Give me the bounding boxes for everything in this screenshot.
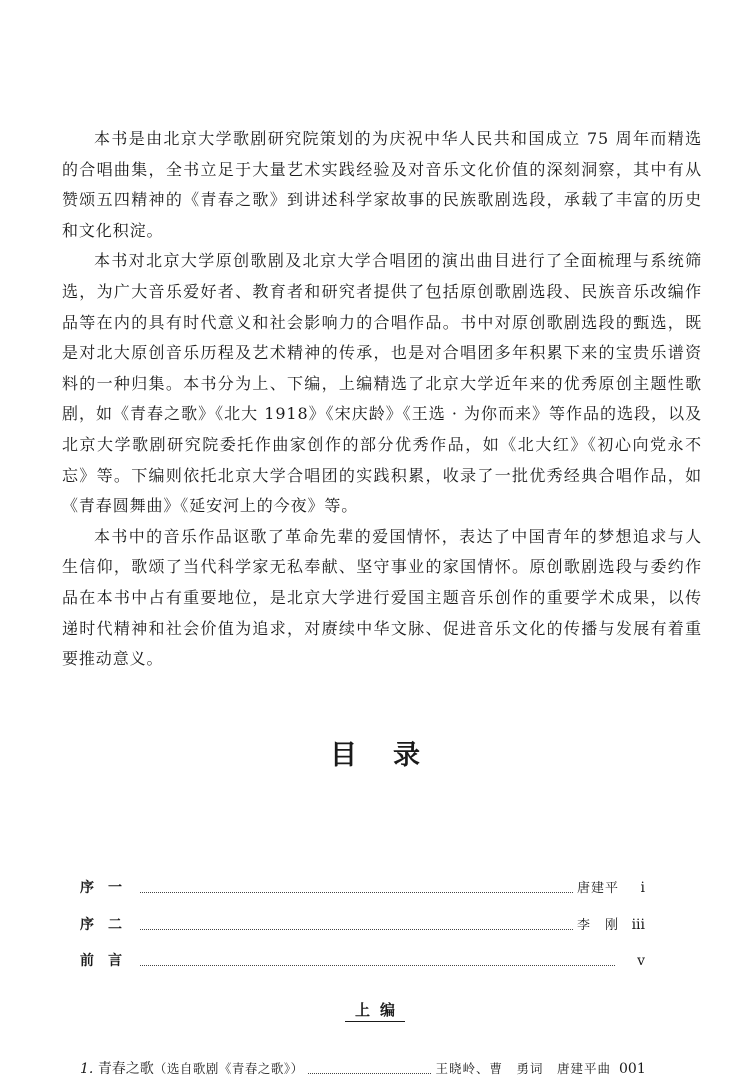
toc-entry[interactable]: [80, 1058, 645, 1078]
leader-dots: [140, 964, 615, 966]
toc-entry-number: 1.: [80, 1061, 94, 1077]
toc-row-label: 序一: [80, 880, 136, 896]
toc-entry-page: 001: [619, 1061, 646, 1077]
section-header-label: 上编: [345, 1001, 405, 1022]
leader-dots: [140, 928, 573, 930]
toc-row-page: v: [637, 953, 645, 969]
toc-row-foreword[interactable]: [80, 950, 645, 970]
section-header-part-1: [0, 999, 750, 1020]
toc-row-page: iii: [631, 917, 645, 933]
toc-title: 目录: [330, 740, 456, 771]
toc-entry-title: [80, 1058, 154, 1078]
toc-row-page: i: [640, 880, 645, 896]
toc-entry-credits: 王晓岭、曹 勇词 唐建平曲: [435, 1061, 611, 1076]
intro-paragraph-3: 本书中的音乐作品讴歌了革命先辈的爱国情怀，表达了中国青年的梦想追求与人生信仰，歌颂了当代科学家无私奉献、坚守事业的家国情怀。原创歌剧选段与委约作品在本书中占有重要地位，是北京大学进行爱国主题音乐创作的重要学术成果，以传递时代精神和社会价值为追求，对赓续中华文脉、促进音乐文化的传播与发展有着重要推动意义。: [62, 526, 702, 669]
toc-row-preface-2[interactable]: [80, 914, 645, 934]
intro-paragraph-1: 本书是由北京大学歌剧研究院策划的为庆祝中华人民共和国成立 75 周年而精选的合唱曲集，全书立足于大量艺术实践经验及对音乐文化价值的深刻洞察，其中有从赞颂五四精神的《青春之歌》到讲述科学家故事的民族歌剧选段，承载了丰富的历史和文化积淀。: [62, 129, 702, 240]
introduction-text: [62, 124, 702, 675]
leader-dots: [308, 1072, 432, 1074]
intro-paragraph-2: 本书对北京大学原创歌剧及北京大学合唱团的演出曲目进行了全面梳理与系统筛选，为广大音乐爱好者、教育者和研究者提供了包括原创歌剧选段、民族音乐改编作品等在内的具有时代意义和社会影响力的合唱作品。书中对原创歌剧选段的甄选，既是对北大原创音乐历程及艺术精神的传承，也是对合唱团多年积累下来的宝贵乐谱资料的一种归集。本书分为上、下编，上编精选了北京大学近年来的优秀原创主题性歌剧，如《青春之歌》《北大 1918》《宋庆龄》《王选 · 为你而来》等作品的选段，以及北京大学歌剧研究院委托作曲家创作的部分优秀作品，如《北大红》《初心向党永不忘》等。下编则依托北京大学合唱团的实践积累，收录了一批优秀经典合唱作品，如《青春圆舞曲》《延安河上的今夜》等。: [62, 251, 702, 516]
toc-entry-name: 青春之歌: [97, 1061, 154, 1077]
toc-entry-subtitle: （选自歌剧《青春之歌》）: [153, 1061, 304, 1076]
toc-row-author: 李 刚: [576, 918, 619, 933]
toc-row-label: 前言: [80, 953, 136, 969]
toc-row-label: 序二: [80, 917, 136, 933]
toc-row-author: 唐建平: [576, 881, 619, 896]
leader-dots: [140, 891, 573, 893]
toc-row-preface-1[interactable]: [80, 877, 645, 897]
